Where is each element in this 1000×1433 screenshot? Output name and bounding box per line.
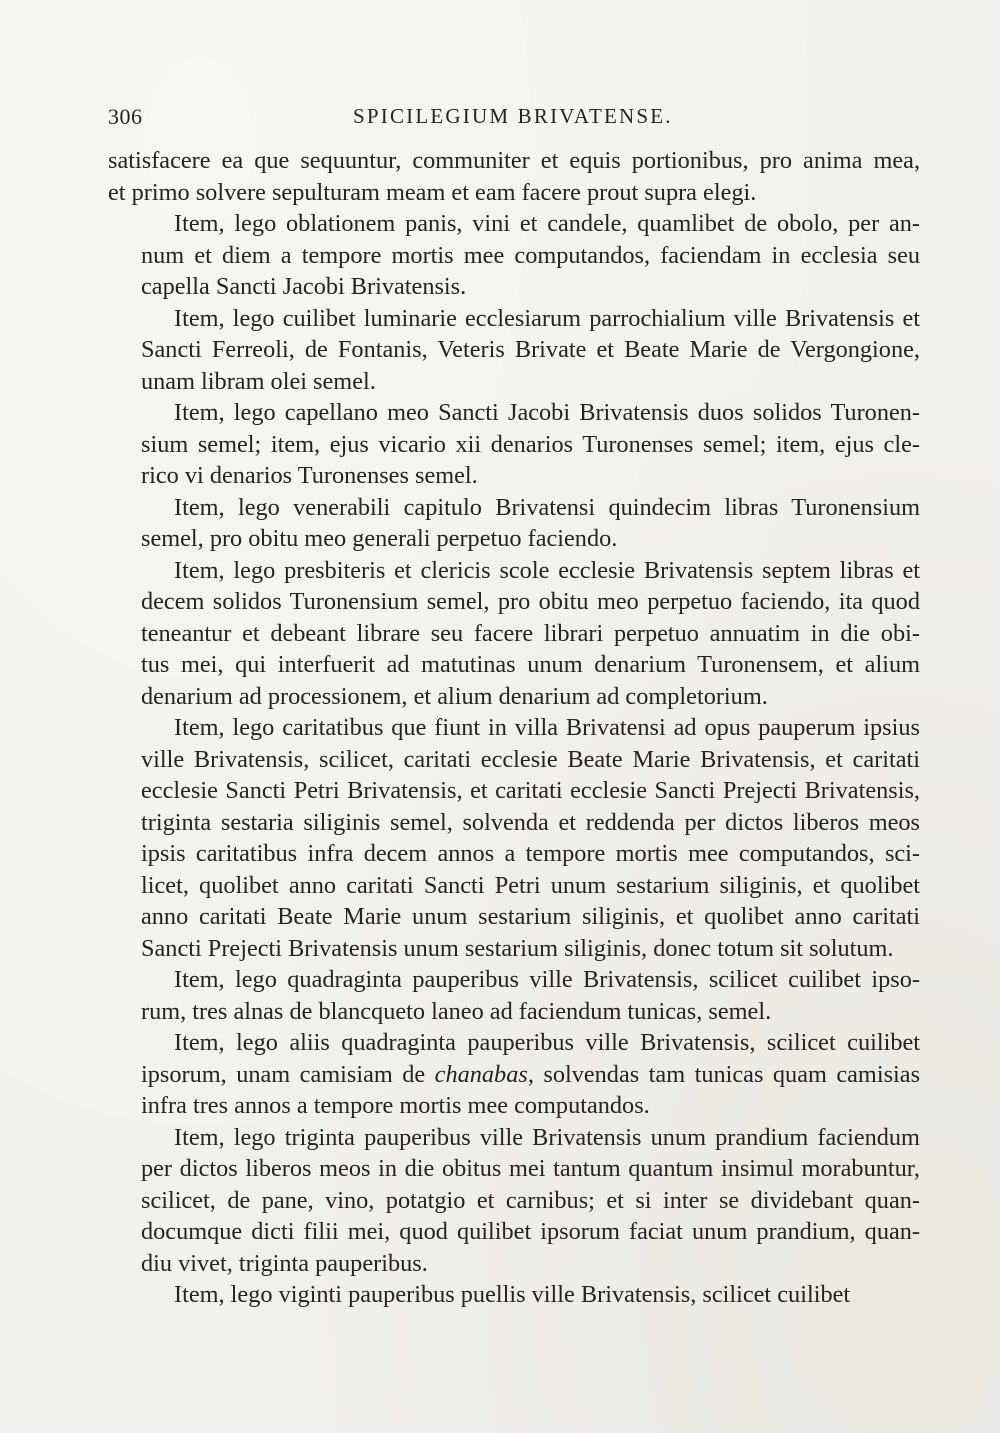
text-line: Item, lego cuilibet luminarie ecclesiarum parrochialium ville Brivatensis et	[174, 304, 920, 332]
text-line: ville Brivatensis, scilicet, caritati ecclesie Beate Marie Brivatensis, et caritati	[141, 745, 921, 773]
text-line: documque dicti filii mei, quod quilibet ipsorum faciat unum prandium, quan-	[141, 1218, 921, 1245]
text-line: Item, lego oblationem panis, vini et candele, quamlibet de obolo, per an-	[174, 210, 920, 237]
running-title: SPICILEGIUM BRIVATENSE.	[353, 104, 673, 128]
text-line: capella Sancti Jacobi Brivatensis.	[141, 273, 467, 300]
text-line: diu vivet, triginta pauperibus.	[141, 1249, 428, 1277]
text-body	[108, 145, 920, 1311]
paragraph	[108, 1279, 920, 1311]
text-line: Sancti Ferreoli, de Fontanis, Veteris Brivate et Beate Marie de Vergongione,	[141, 336, 920, 363]
text-line: unam libram olei semel.	[141, 367, 376, 395]
text-line: Item, lego capellano meo Sancti Jacobi Brivatensis duos solidos Turonen-	[174, 399, 920, 426]
paragraph	[108, 145, 920, 208]
text-line: Item, lego aliis quadraginta pauperibus ville Brivatensis, scilicet cuilibet	[174, 1029, 921, 1056]
paragraph	[108, 492, 920, 555]
text-line: Item, lego caritatibus que fiunt in villa Brivatensi ad opus pauperum ipsius	[174, 714, 920, 741]
text-line: satisfacere ea que sequuntur, communiter et equis portionibus, pro anima mea,	[108, 147, 921, 174]
text-line: decem solidos Turonensium semel, pro obitu meo perpetuo faciendo, ita quod	[141, 588, 920, 615]
paragraph	[108, 1027, 920, 1122]
text-line: scilicet, de pane, vino, potatgio et carnibus; et si inter se dividebant quan-	[141, 1186, 920, 1214]
text-line: rum, tres alnas de blancqueto laneo ad faciendum tunicas, semel.	[141, 997, 772, 1025]
paragraph	[108, 555, 920, 713]
text-line: ipsis caritatibus infra decem annos a tempore mortis mee computandos, sci-	[141, 840, 921, 867]
page-number: 306	[108, 104, 143, 129]
text-line: Item, lego viginti pauperibus puellis ville Brivatensis, scilicet cuilibet	[174, 1281, 851, 1308]
paragraph	[108, 1122, 920, 1280]
paragraph	[108, 303, 920, 398]
text-line: per dictos liberos meos in die obitus mei tantum quantum insimul morabuntur,	[141, 1155, 920, 1182]
text-line: sium semel; item, ejus vicario xii denarios Turonenses semel; item, ejus cle-	[141, 430, 920, 458]
text-line: ipsorum, unam camisiam de chanabas, solvendas tam tunicas quam camisias	[141, 1060, 921, 1088]
text-line: anno caritati Beate Marie unum sestarium siliginis, et quolibet anno caritati	[141, 903, 920, 930]
paragraph	[108, 397, 920, 492]
text-line: tus mei, qui interfuerit ad matutinas unum denarium Turonensem, et alium	[141, 651, 920, 678]
text-line: Sancti Prejecti Brivatensis unum sestarium siliginis, donec totum sit solutum.	[141, 934, 894, 962]
text-line: semel, pro obitu meo generali perpetuo faciendo.	[141, 525, 618, 552]
text-line: et primo solvere sepulturam meam et eam facere prout supra elegi.	[108, 178, 757, 206]
paragraph	[108, 208, 920, 303]
text-line: Item, lego triginta pauperibus ville Brivatensis unum prandium faciendum	[174, 1123, 920, 1151]
text-line: Item, lego quadraginta pauperibus ville Brivatensis, scilicet cuilibet ipso-	[174, 966, 920, 993]
running-header	[108, 104, 920, 134]
text-line: rico vi denarios Turonenses semel.	[141, 462, 478, 489]
paragraph	[108, 712, 920, 964]
text-line: denarium ad processionem, et alium denarium ad completorium.	[141, 682, 768, 710]
text-line: Item, lego venerabili capitulo Brivatensi quindecim libras Turonensium	[174, 493, 920, 521]
text-line: num et diem a tempore mortis mee computandos, faciendam in ecclesia seu	[141, 241, 921, 269]
text-line: triginta sestaria siliginis semel, solvenda et reddenda per dictos liberos meos	[141, 808, 920, 836]
text-line: teneantur et debeant librare seu facere librari perpetuo annuatim in die obi-	[141, 619, 920, 647]
text-line: Item, lego presbiteris et clericis scole ecclesie Brivatensis septem libras et	[174, 556, 921, 584]
paragraph	[108, 964, 920, 1027]
text-line: ecclesie Sancti Petri Brivatensis, et caritati ecclesie Sancti Prejecti Brivatensis,	[141, 777, 920, 804]
text-line: licet, quolibet anno caritati Sancti Petri unum sestarium siliginis, et quolibet	[141, 871, 921, 899]
text-line: infra tres annos a tempore mortis mee computandos.	[141, 1092, 650, 1119]
